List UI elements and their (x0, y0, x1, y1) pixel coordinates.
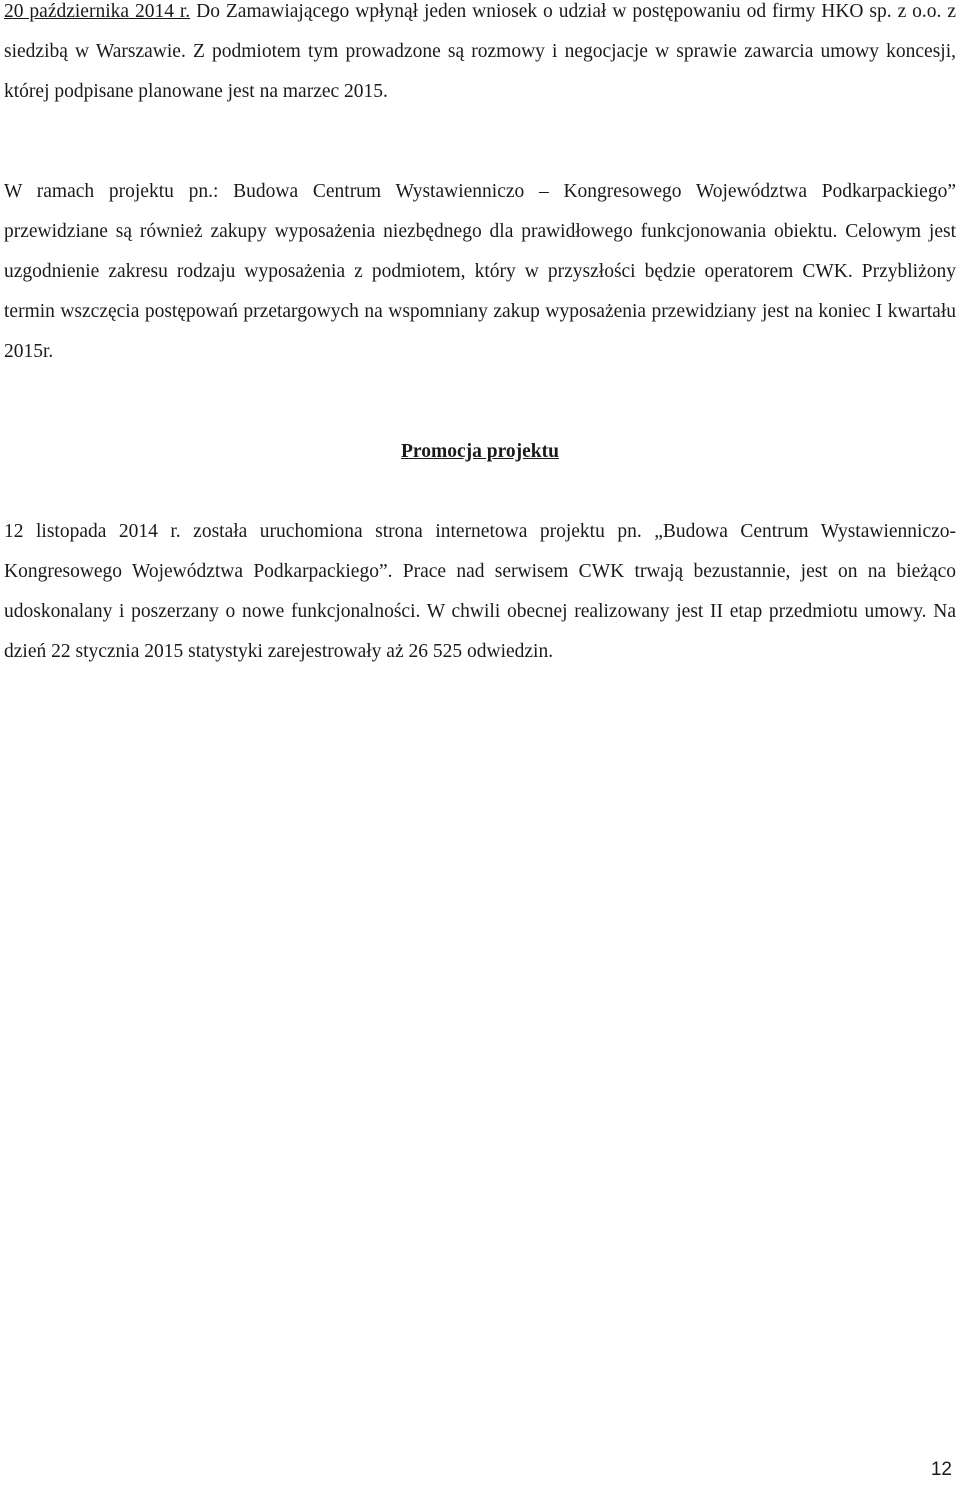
paragraph-tender-applications (4, 0, 956, 112)
section-heading: Promocja projektu (401, 441, 559, 462)
paragraph-date-underlined: 20 października 2014 r. (4, 1, 191, 22)
paragraph-project-website: 12 listopada 2014 r. została uruchomiona strona internetowa projektu pn. „Budowa Centrum Wystawienniczo-Kongresowego Województwa Podkarpackiego”. Prace nad serwisem CWK trwają bezustannie, jest on na bieżąco udoskonalany i poszerzany o nowe funkcjonalności. W chwili obecnej realizowany jest II etap przedmiotu umowy. Na dzień 22 stycznia 2015 statystyki zarejestrowały aż 26 525 odwiedzin. (4, 521, 956, 662)
paragraph-equipment-purchase: W ramach projektu pn.: Budowa Centrum Wystawienniczo – Kongresowego Województwa Podkarpackiego” przewidziane są również zakupy wyposażenia niezbędnego dla prawidłowego funkcjonowania obiektu. Celowym jest uzgodnienie zakresu rodzaju wyposażenia z podmiotem, który w przyszłości będzie operatorem CWK. Przybliżony termin wszczęcia postępowań przetargowych na wspomniany zakup wyposażenia przewidziany jest na koniec I kwartału 2015r. (4, 181, 956, 362)
page-number: 12 (930, 1459, 952, 1480)
paragraph-text: Do Zamawiającego wpłynął jeden wniosek o udział w postępowaniu od firmy HKO sp. z o.o. z siedzibą w Warszawie. Z podmiotem tym prowadzone są rozmowy i negocjacje w sprawie zawarcia umowy koncesji, której podpisane planowane jest na marzec 2015. (4, 1, 956, 102)
